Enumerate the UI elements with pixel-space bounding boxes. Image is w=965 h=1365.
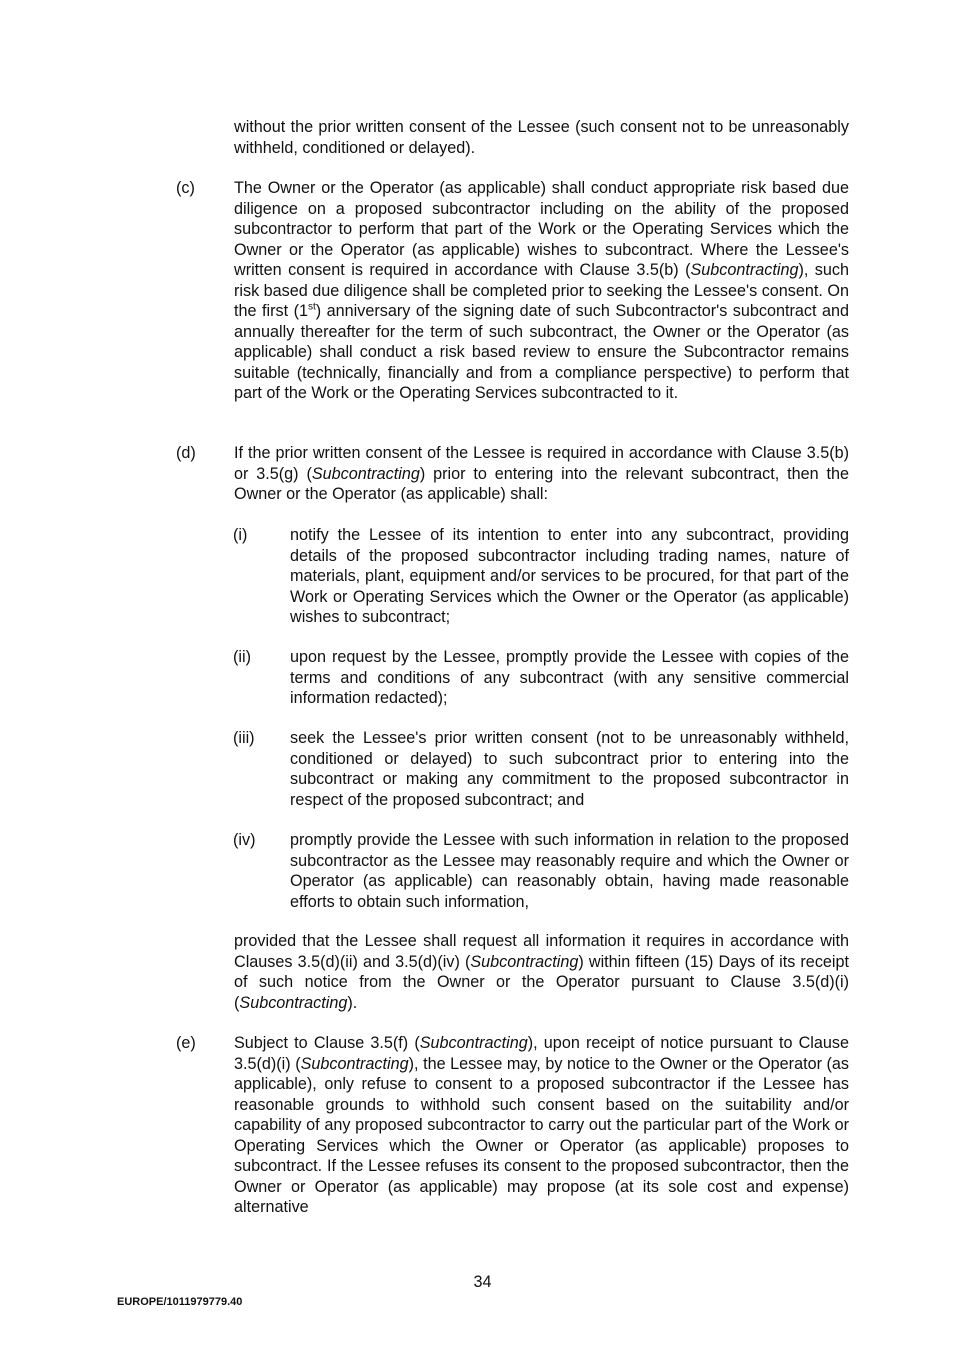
intro-paragraph: without the prior written consent of the Lessee (such consent not to be unreasonably withheld, conditioned or delayed). xyxy=(234,118,849,157)
document-reference: EUROPE/1011979779.40 xyxy=(117,1296,243,1308)
clause-e-label: (e) xyxy=(176,1034,196,1052)
subclause-label: (iv) xyxy=(233,831,256,849)
clause-c-label: (c) xyxy=(176,179,195,197)
clause-d-paragraph: If the prior written consent of the Lessee is required in accordance with Clause 3.5(b) or 3.5(g) (Subcontracting) prior to entering into the relevant subcontract, then the Owner or the Operator (as applicable) shall: xyxy=(234,444,849,503)
subclause-label: (i) xyxy=(233,526,248,544)
clause-d-label: (d) xyxy=(176,444,196,462)
subclause-label: (ii) xyxy=(233,648,251,666)
clause-e-paragraph: Subject to Clause 3.5(f) (Subcontracting), upon receipt of notice pursuant to Clause 3.5(d)(i) (Subcontracting), the Lessee may, by notice to the Owner or the Operator (as applicable), only refuse to consent to a proposed subcontractor if the Lessee has reasonable grounds to withhold such consent based on the suitability and/or capability of any proposed subcontractor to carry out the particular part of the Work or Operating Services which the Owner or Operator (as applicable) proposes to subcontract. If the Lessee refuses its consent to the proposed subcontractor, then the Owner or Operator (as applicable) may propose (at its sole cost and expense) alternative xyxy=(234,1034,850,1216)
subclause-label: (iii) xyxy=(233,729,255,747)
proviso-paragraph: provided that the Lessee shall request all information it requires in accordance with Clauses 3.5(d)(ii) and 3.5(d)(iv) (Subcontracting) within fifteen (15) Days of its receipt of such notice from the Owner or the Operator pursuant to Clause 3.5(d)(i) (Subcontracting). xyxy=(234,932,850,1012)
clause-c-paragraph: The Owner or the Operator (as applicable) shall conduct appropriate risk based due diligence on a proposed subcontractor including on the ability of the proposed subcontractor to perform that part of the Work or the Operating Services which the Owner or the Operator (as applicable) wishes to subcontract. Where the Lessee's written consent is required in accordance with Clause 3.5(b) (Subcontracting), such risk based due diligence shall be completed prior to seeking the Lessee's consent. On the first (1st) anniversary of the signing date of such Subcontractor's subcontract and annually thereafter for the term of such subcontract, the Owner or the Operator (as applicable) shall conduct a risk based review to ensure the Subcontractor remains suitable (technically, financially and from a compliance perspective) to perform that part of the Work or the Operating Services subcontracted to it. xyxy=(234,179,850,402)
subclause-text: seek the Lessee's prior written consent (not to be unreasonably withheld, conditioned or delayed) to such subcontract prior to entering into the subcontract or making any commitment to the proposed subcontractor in respect of the proposed subcontract; and xyxy=(290,729,849,809)
subclause-text: notify the Lessee of its intention to enter into any subcontract, providing details of the proposed subcontractor including trading names, nature of materials, plant, equipment and/or services to be procured, for that part of the Work or Operating Services which the Owner or the Operator (as applicable) wishes to subcontract; xyxy=(290,526,849,626)
subclause-text: upon request by the Lessee, promptly provide the Lessee with copies of the terms and conditions of any subcontract (with any sensitive commercial information redacted); xyxy=(290,648,849,707)
subclause-text: promptly provide the Lessee with such information in relation to the proposed subcontractor as the Lessee may reasonably require and which the Owner or Operator (as applicable) can reasonably obtain, having made reasonable efforts to obtain such information, xyxy=(290,831,849,911)
page-number: 34 xyxy=(473,1273,492,1291)
